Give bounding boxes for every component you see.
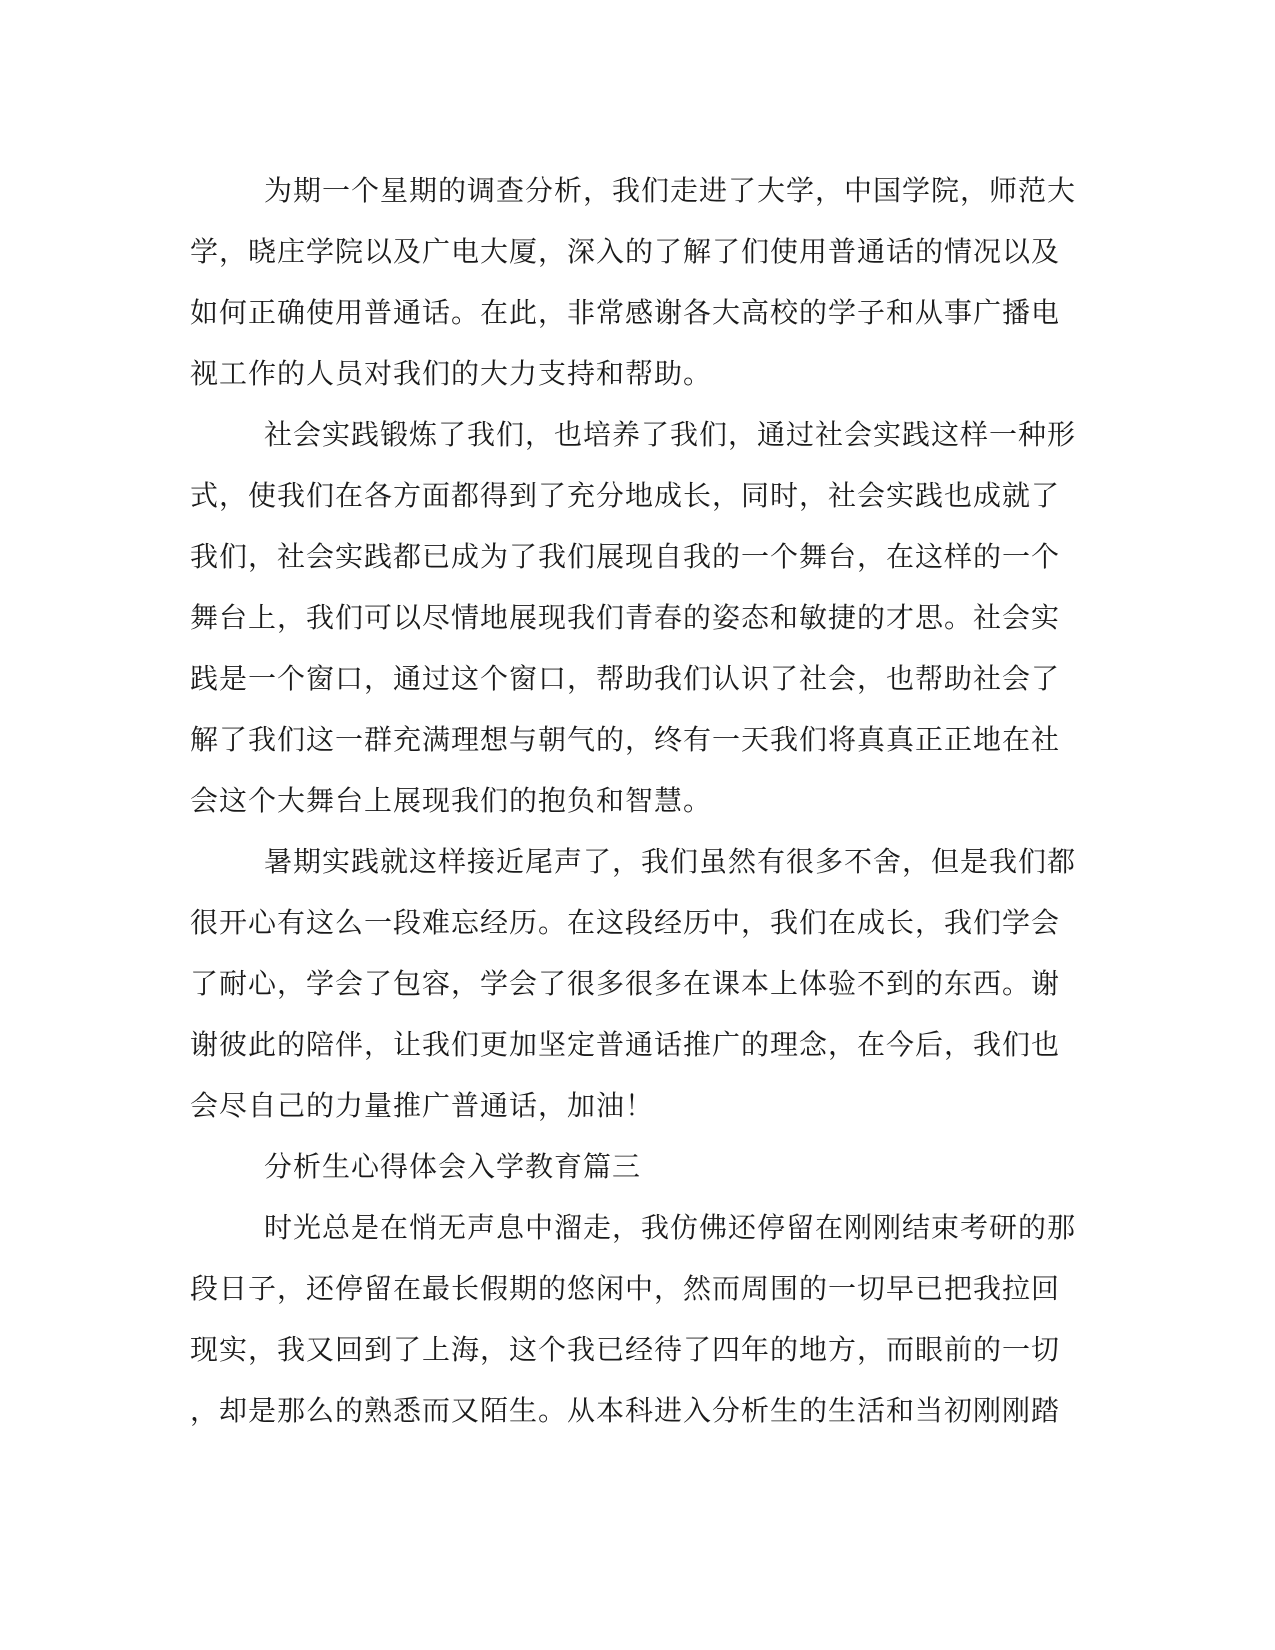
text-line: 学，晓庄学院以及广电大厦，深入的了解了们使用普通话的情况以及 [190, 235, 1061, 268]
paragraph-2 [190, 404, 1085, 831]
document-body [190, 160, 1085, 1441]
text-line: 社会实践锻炼了我们，也培养了我们，通过社会实践这样一种形 [264, 418, 1077, 451]
text-line: 会这个大舞台上展现我们的抱负和智慧。 [190, 784, 713, 817]
paragraph-5 [190, 1197, 1085, 1441]
text-line: 舞台上，我们可以尽情地展现我们青春的姿态和敏捷的才思。社会实 [190, 601, 1061, 634]
text-line: 解了我们这一群充满理想与朝气的，终有一天我们将真真正正地在社 [190, 723, 1061, 756]
text-line: 如何正确使用普通话。在此，非常感谢各大高校的学子和从事广播电 [190, 296, 1061, 329]
text-line: 时光总是在悄无声息中溜走，我仿佛还停留在刚刚结束考研的那 [264, 1211, 1077, 1244]
text-line: 式，使我们在各方面都得到了充分地成长，同时，社会实践也成就了 [190, 479, 1061, 512]
paragraph-1 [190, 160, 1085, 404]
text-line: 了耐心，学会了包容，学会了很多很多在课本上体验不到的东西。谢 [190, 967, 1061, 1000]
text-line: 践是一个窗口，通过这个窗口，帮助我们认识了社会，也帮助社会了 [190, 662, 1061, 695]
text-line: 现实，我又回到了上海，这个我已经待了四年的地方，而眼前的一切 [190, 1333, 1061, 1366]
paragraph-3 [190, 831, 1085, 1136]
text-line: 为期一个星期的调查分析，我们走进了大学，中国学院，师范大 [264, 174, 1077, 207]
text-line: 会尽自己的力量推广普通话，加油！ [190, 1089, 655, 1122]
section-heading [190, 1136, 1085, 1197]
text-line: 暑期实践就这样接近尾声了，我们虽然有很多不舍，但是我们都 [264, 845, 1077, 878]
text-line: 很开心有这么一段难忘经历。在这段经历中，我们在成长，我们学会 [190, 906, 1061, 939]
text-line: 谢彼此的陪伴，让我们更加坚定普通话推广的理念，在今后，我们也 [190, 1028, 1061, 1061]
text-line: 我们，社会实践都已成为了我们展现自我的一个舞台，在这样的一个 [190, 540, 1061, 573]
text-line: ，却是那么的熟悉而又陌生。从本科进入分析生的生活和当初刚刚踏 [190, 1394, 1061, 1427]
text-line: 视工作的人员对我们的大力支持和帮助。 [190, 357, 713, 390]
heading-text: 分析生心得体会入学教育篇三 [264, 1150, 642, 1183]
text-line: 段日子，还停留在最长假期的悠闲中，然而周围的一切早已把我拉回 [190, 1272, 1061, 1305]
